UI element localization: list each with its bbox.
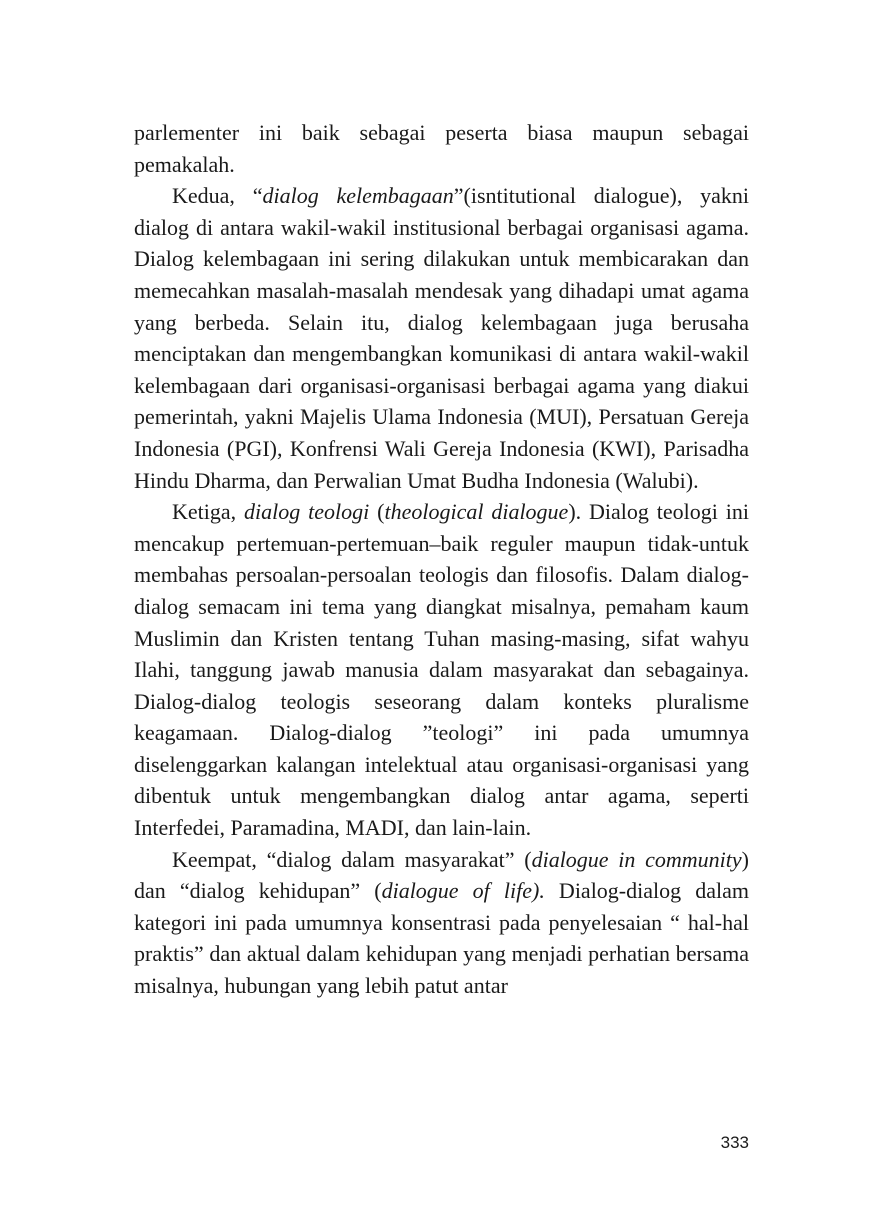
paragraph-continuation [134, 117, 749, 180]
italic-term: dialog kelembagaan [262, 183, 454, 209]
paragraph-lead: Keempat, “dialog dalam masyarakat” ( [172, 846, 532, 872]
italic-term: dialog teologi [244, 499, 370, 525]
paragraph-keempat [134, 844, 749, 1002]
paragraph-text: ”(isntitutional dialogue), yakni dialog di antara wakil-wakil institusional berbagai organisasi agama. Dialog kelembagaan ini sering dilakukan untuk membicarakan dan memecahkan masalah-masalah mendesak yang dihadapi umat agama yang berbeda. Selain itu, dialog kelembagaan juga berusaha menciptakan dan mengembangkan komunikasi di antara wakil-wakil kelembagaan dari organisasi-organisasi berbagai agama yang diakui pemerintah, yakni Majelis Ulama Indonesia (MUI), Persatuan Gereja Indonesia (PGI), Konfrensi Wali Gereja Indonesia (KWI), Parisadha Hindu Dharma, dan Perwalian Umat Budha Indonesia (Walubi). [134, 183, 749, 493]
italic-term-english: theological dialogue [384, 499, 569, 525]
paragraph-text: parlementer ini baik sebagai peserta biasa maupun sebagai pemakalah. [134, 120, 749, 177]
paragraph-lead: Kedua, “ [172, 183, 263, 209]
paragraph-text: Dialog-dialog dalam kategori ini pada umumnya konsentrasi pada penyelesaian “ hal-hal praktis” dan aktual dalam kehidupan yang menjadi perhatian bersama misalnya, hubungan yang lebih patut antar [134, 878, 749, 999]
italic-term: dialogue of life). [381, 878, 545, 904]
page-number: 333 [720, 1133, 749, 1152]
paragraph-lead: Ketiga, [172, 499, 245, 525]
paragraph-text: ) dan “dialog kehidupan” ( [134, 846, 749, 904]
italic-term: dialogue in community [531, 846, 742, 872]
paragraph-text: ). Dialog teologi ini mencakup pertemuan-pertemuan–baik reguler maupun tidak-untuk membahas persoalan-persoalan teologis dan filosofis. Dalam dialog-dialog semacam ini tema yang diangkat misalnya, pemaham kaum Muslimin dan Kristen tentang Tuhan masing-masing, sifat wahyu Ilahi, tanggung jawab manusia dalam masyarakat dan sebagainya. Dialog-dialog teologis seseorang dalam konteks pluralisme keagamaan. Dialog-dialog ”teologi” ini pada umumnya diselenggarkan kalangan intelektual atau organisasi-organisasi yang dibentuk untuk mengembangkan dialog antar agama, seperti Interfedei, Paramadina, MADI, dan lain-lain. [134, 499, 750, 841]
body-text [134, 117, 749, 1002]
paragraph-kedua [134, 180, 749, 496]
paragraph-punct: ( [369, 499, 385, 525]
paragraph-ketiga [134, 496, 749, 844]
